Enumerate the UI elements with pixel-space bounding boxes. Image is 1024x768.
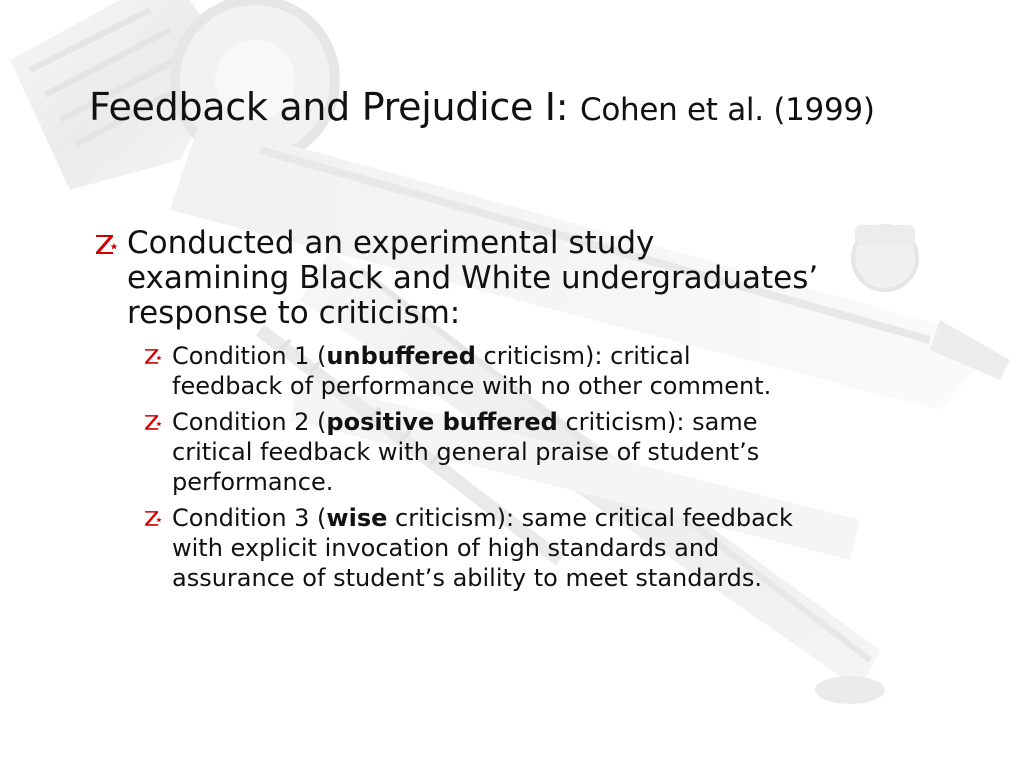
crescent-star-icon [142,341,172,371]
condition-list [142,341,802,599]
crescent-star-icon [142,407,172,437]
condition-description: criticism): same critical feedback with explicit invocation of high standards and assurance of student’s ability to meet standards. [172,504,793,592]
condition-prefix: Condition 3 ( [172,504,327,532]
condition-description: criticism): critical feedback of performance with no other comment. [172,342,772,400]
condition-description: criticism): same critical feedback with general praise of student’s performance. [172,408,760,496]
main-bullet [92,226,822,331]
condition-text [172,407,802,497]
crescent-star-icon [142,503,172,533]
condition-item-1 [142,341,802,401]
condition-text [172,503,802,593]
condition-term: unbuffered [326,342,476,370]
main-bullet-text: Conducted an experimental study examining Black and White undergraduates’ response to criticism: [127,225,819,331]
condition-item-3 [142,503,802,593]
condition-text [172,341,802,401]
condition-prefix: Condition 2 ( [172,408,327,436]
condition-prefix: Condition 1 ( [172,342,327,370]
title-main: Feedback and Prejudice I: [89,85,580,129]
crescent-star-icon [92,226,127,261]
condition-term: wise [326,504,388,532]
slide-title [89,82,919,135]
title-citation: Cohen et al. (1999) [580,92,875,128]
condition-item-2 [142,407,802,497]
condition-term: positive buffered [326,408,558,436]
